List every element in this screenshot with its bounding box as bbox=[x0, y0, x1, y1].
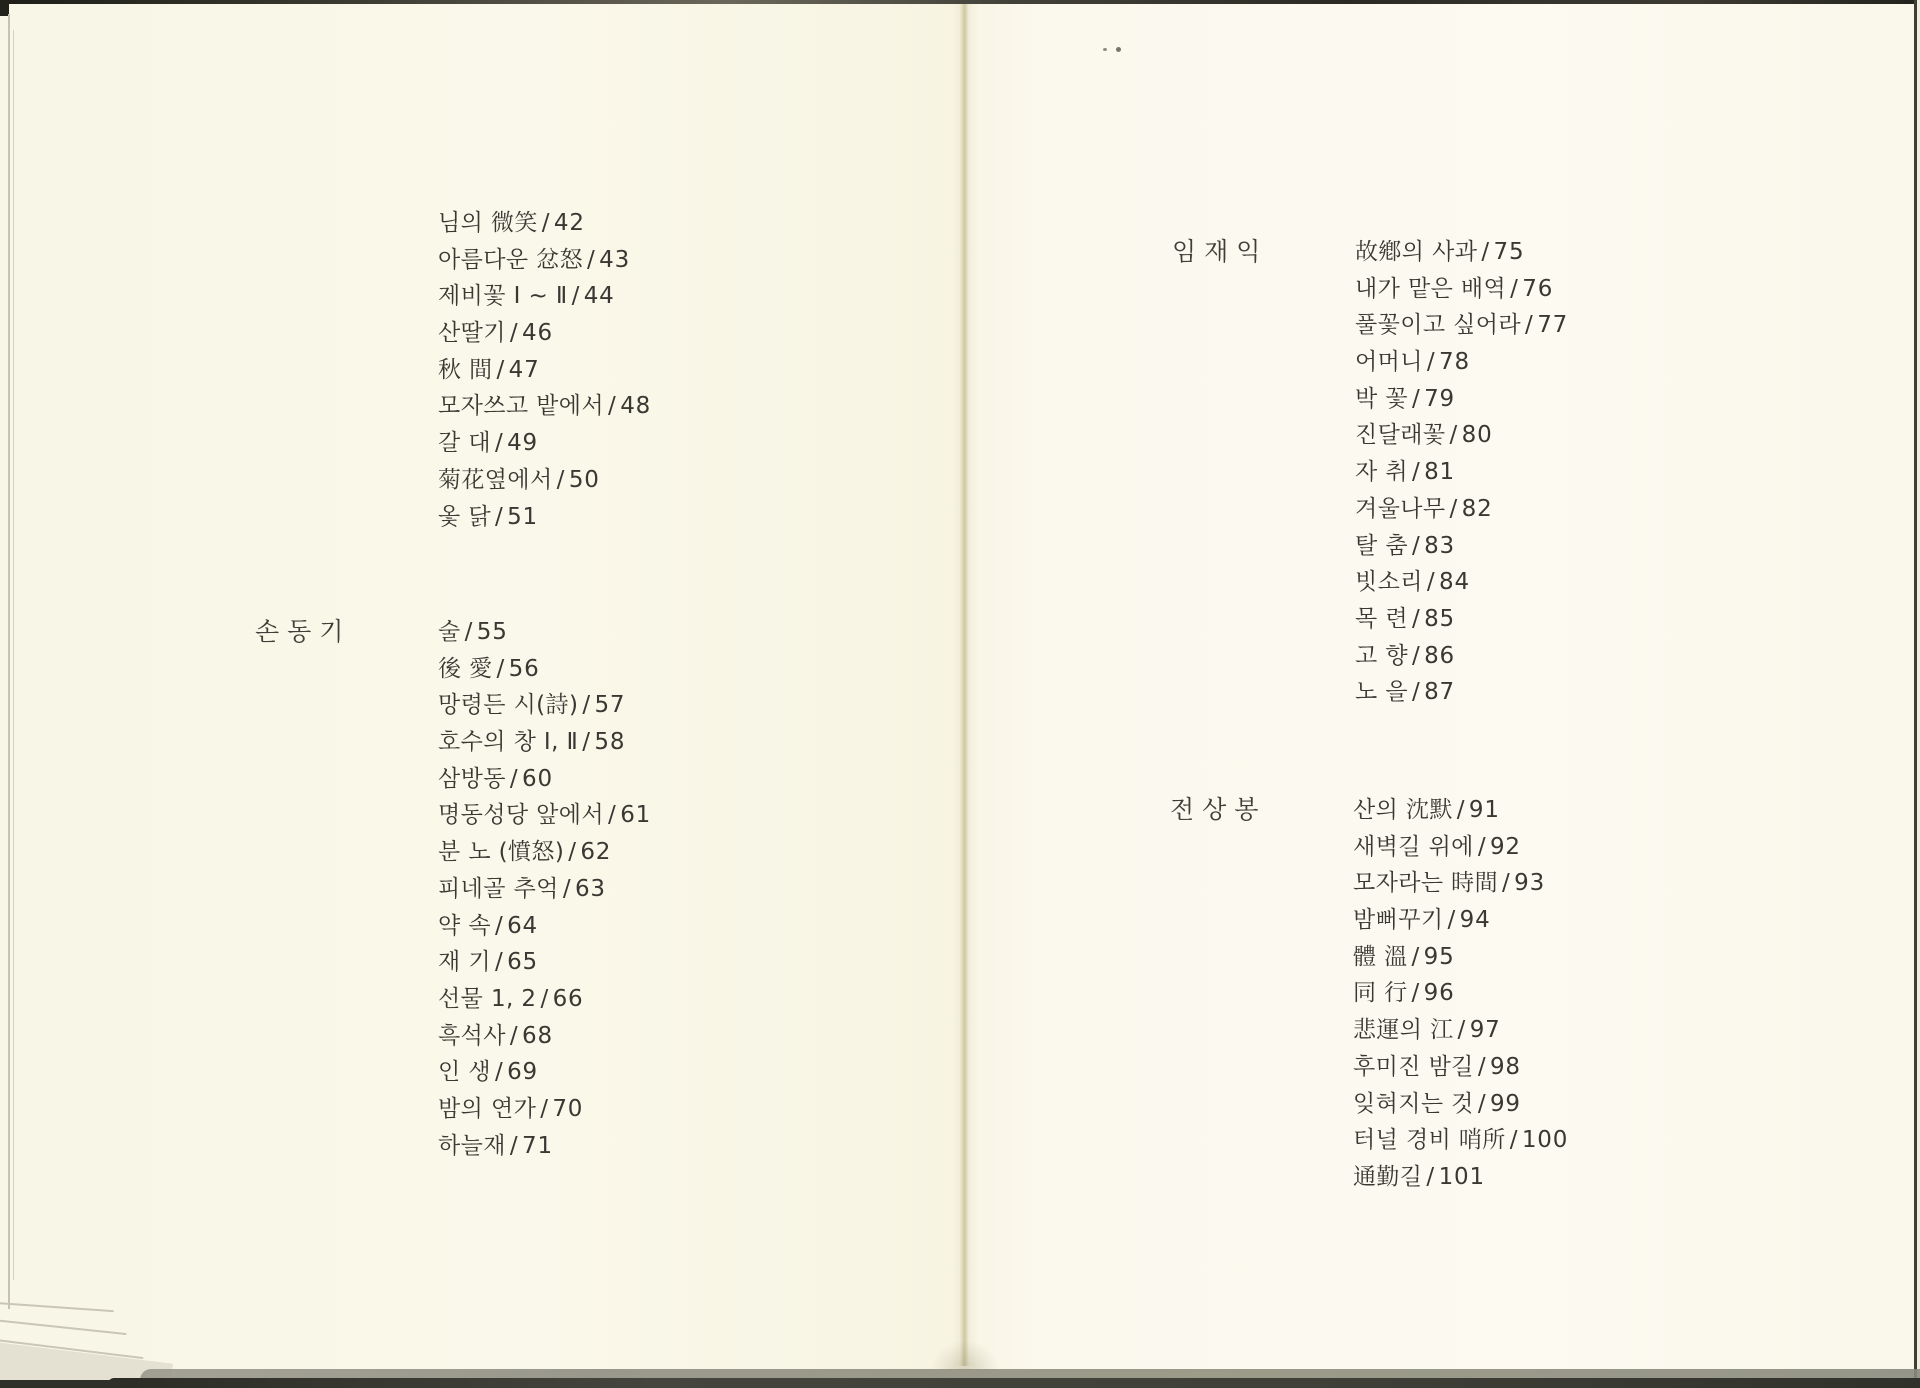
toc-entry-page-number: 99 bbox=[1489, 1090, 1521, 1117]
toc-entry-page-number: 94 bbox=[1459, 907, 1491, 934]
toc-entry-separator: / bbox=[1477, 1090, 1486, 1117]
toc-entry bbox=[1353, 1122, 1568, 1159]
toc-entry-page-number: 65 bbox=[507, 949, 538, 976]
toc-entry-page-number: 77 bbox=[1537, 312, 1569, 339]
toc-entry-title: 진달래꽃 bbox=[1355, 422, 1446, 449]
toc-entry bbox=[1353, 792, 1568, 829]
toc-entry-separator: / bbox=[540, 1095, 549, 1122]
toc-entry-title: 터널 경비 哨所 bbox=[1353, 1127, 1506, 1154]
toc-continuation-list bbox=[438, 205, 651, 535]
toc-entry bbox=[438, 1128, 651, 1165]
toc-entry-page-number: 78 bbox=[1439, 349, 1470, 376]
toc-entry bbox=[1355, 601, 1568, 638]
toc-entry-page-number: 49 bbox=[507, 430, 538, 457]
toc-entry bbox=[438, 687, 651, 724]
toc-entry-page-number: 79 bbox=[1424, 385, 1455, 412]
toc-entry-title: 분 노 (憤怒) bbox=[438, 839, 565, 866]
toc-entry-title: 내가 맡은 배역 bbox=[1355, 275, 1507, 302]
toc-entry-separator: / bbox=[568, 839, 577, 866]
toc-entry-title: 모자쓰고 밭에서 bbox=[438, 393, 605, 420]
toc-entry-title: 菊花옆에서 bbox=[438, 466, 553, 493]
toc-entry-title: 제비꽃 Ⅰ ~ Ⅱ bbox=[438, 283, 568, 310]
toc-entry-separator: / bbox=[494, 430, 504, 457]
toc-entry-separator: / bbox=[1457, 1017, 1466, 1044]
toc-entry-title: 인 생 bbox=[438, 1059, 491, 1086]
toc-entry bbox=[1353, 1049, 1568, 1086]
toc-section-list bbox=[438, 614, 651, 1164]
toc-entry-separator: / bbox=[582, 729, 591, 756]
ink-speck bbox=[1103, 48, 1107, 51]
toc-entry bbox=[438, 834, 651, 871]
toc-entry-page-number: 51 bbox=[507, 503, 538, 530]
toc-entry-separator: / bbox=[1509, 1127, 1518, 1154]
toc-entry-title: 通勤길 bbox=[1353, 1163, 1423, 1190]
toc-entry-page-number: 85 bbox=[1424, 605, 1455, 632]
toc-entry-page-number: 82 bbox=[1461, 495, 1493, 522]
page-edge-line bbox=[13, 30, 14, 1280]
toc-entry-page-number: 69 bbox=[507, 1059, 538, 1086]
toc-entry bbox=[438, 352, 651, 389]
toc-entry-title: 술 bbox=[438, 619, 461, 645]
toc-entry bbox=[1355, 381, 1568, 418]
toc-entry bbox=[438, 908, 651, 945]
toc-entry-separator: / bbox=[1449, 495, 1458, 522]
toc-entry-separator: / bbox=[1411, 679, 1421, 706]
toc-entry-page-number: 50 bbox=[568, 466, 600, 493]
toc-entry bbox=[438, 425, 651, 462]
toc-entry bbox=[1355, 638, 1568, 675]
toc-entry-separator: / bbox=[1501, 870, 1511, 897]
toc-entry-page-number: 48 bbox=[620, 393, 652, 420]
toc-entry bbox=[1355, 417, 1568, 454]
toc-entry-page-number: 75 bbox=[1493, 239, 1525, 265]
scan-corner-bottom-left bbox=[0, 1380, 120, 1388]
toc-section-list bbox=[1353, 792, 1568, 1196]
page-edge-line bbox=[8, 14, 10, 1309]
toc-entry-separator: / bbox=[586, 246, 596, 273]
toc-entry bbox=[1355, 344, 1568, 381]
toc-entry-page-number: 66 bbox=[552, 985, 584, 1012]
toc-entry-separator: / bbox=[608, 802, 617, 829]
toc-entry-title: 명동성당 앞에서 bbox=[438, 802, 605, 829]
toc-entry-page-number: 60 bbox=[522, 765, 553, 792]
toc-section-list bbox=[1355, 234, 1568, 711]
toc-entry-title: 하늘재 bbox=[438, 1132, 506, 1159]
toc-entry-title: 모자라는 時間 bbox=[1353, 870, 1498, 897]
toc-entry bbox=[1355, 234, 1568, 271]
toc-entry-title: 悲運의 江 bbox=[1353, 1017, 1454, 1044]
toc-entry-title: 어머니 bbox=[1355, 349, 1423, 376]
toc-entry-title: 선물 1, 2 bbox=[438, 985, 537, 1012]
book-gutter-shadow bbox=[952, 0, 978, 1366]
toc-entry bbox=[438, 724, 651, 761]
toc-entry bbox=[1355, 674, 1568, 711]
toc-entry bbox=[1355, 491, 1568, 528]
toc-entry-separator: / bbox=[1426, 1163, 1435, 1190]
toc-entry bbox=[438, 205, 651, 242]
toc-entry-title: 새벽길 위에 bbox=[1353, 833, 1474, 860]
toc-entry-separator: / bbox=[540, 985, 549, 1012]
toc-entry-separator: / bbox=[1426, 349, 1436, 376]
toc-entry-page-number: 71 bbox=[522, 1132, 553, 1159]
toc-entry-separator: / bbox=[494, 912, 504, 939]
toc-entry-title: 호수의 창 Ⅰ, Ⅱ bbox=[438, 729, 579, 756]
toc-entry-title: 秋 間 bbox=[438, 356, 493, 383]
toc-entry-title: 님의 微笑 bbox=[438, 210, 538, 236]
toc-entry-page-number: 70 bbox=[552, 1095, 584, 1122]
toc-entry-title: 산딸기 bbox=[438, 320, 506, 347]
toc-entry-page-number: 62 bbox=[580, 839, 612, 866]
toc-entry bbox=[438, 388, 651, 425]
toc-entry-separator: / bbox=[1449, 422, 1458, 449]
toc-entry-separator: / bbox=[1477, 1053, 1486, 1080]
toc-entry-separator: / bbox=[509, 320, 519, 347]
toc-entry-separator: / bbox=[1477, 833, 1486, 860]
toc-entry-page-number: 57 bbox=[594, 692, 626, 719]
toc-entry-title: 재 기 bbox=[438, 949, 491, 976]
author-name: 전상봉 bbox=[1170, 795, 1267, 824]
toc-entry-separator: / bbox=[509, 1132, 519, 1159]
toc-entry-separator: / bbox=[509, 1022, 519, 1049]
toc-entry bbox=[1355, 307, 1568, 344]
toc-entry-title: 탈 춤 bbox=[1355, 532, 1408, 559]
toc-entry-page-number: 56 bbox=[508, 655, 540, 682]
toc-entry-page-number: 101 bbox=[1438, 1163, 1485, 1190]
author-name: 손동기 bbox=[255, 617, 352, 646]
toc-entry bbox=[438, 651, 651, 688]
toc-entry-page-number: 47 bbox=[508, 356, 540, 383]
toc-entry-separator: / bbox=[1456, 797, 1465, 823]
toc-entry-page-number: 76 bbox=[1522, 275, 1554, 302]
toc-entry-title: 피네골 추억 bbox=[438, 875, 559, 902]
toc-entry-separator: / bbox=[556, 466, 565, 493]
toc-entry-title: 겨울나무 bbox=[1355, 495, 1446, 522]
toc-entry bbox=[1355, 528, 1568, 565]
toc-entry bbox=[438, 462, 651, 499]
toc-entry-page-number: 87 bbox=[1424, 679, 1455, 706]
toc-entry-separator: / bbox=[494, 949, 504, 976]
toc-entry-title: 풀꽃이고 싶어라 bbox=[1355, 312, 1522, 339]
toc-entry bbox=[1355, 271, 1568, 308]
toc-entry-page-number: 58 bbox=[594, 729, 626, 756]
toc-entry-separator: / bbox=[1481, 239, 1490, 265]
toc-entry bbox=[438, 761, 651, 798]
toc-entry-page-number: 93 bbox=[1514, 870, 1546, 897]
toc-entry-title: 옻 닭 bbox=[438, 503, 491, 530]
toc-entry bbox=[1353, 1086, 1568, 1123]
toc-entry-page-number: 97 bbox=[1469, 1017, 1501, 1044]
toc-entry-page-number: 80 bbox=[1461, 422, 1493, 449]
toc-entry-separator: / bbox=[1411, 385, 1421, 412]
toc-entry-page-number: 81 bbox=[1424, 459, 1455, 486]
toc-entry bbox=[438, 871, 651, 908]
toc-entry-separator: / bbox=[1510, 275, 1519, 302]
toc-entry bbox=[438, 1018, 651, 1055]
gutter-foot-shadow bbox=[930, 1340, 1000, 1370]
toc-entry-page-number: 84 bbox=[1439, 569, 1470, 596]
toc-entry-title: 고 향 bbox=[1355, 642, 1408, 669]
toc-entry bbox=[1353, 829, 1568, 866]
toc-entry-separator: / bbox=[541, 210, 550, 236]
toc-entry-separator: / bbox=[571, 283, 580, 310]
toc-entry-page-number: 44 bbox=[583, 283, 615, 310]
author-name: 임재익 bbox=[1172, 237, 1269, 266]
toc-entry-separator: / bbox=[1411, 459, 1421, 486]
toc-entry bbox=[438, 614, 651, 651]
scan-top-edge bbox=[0, 0, 1920, 4]
toc-entry-title: 박 꽃 bbox=[1355, 385, 1408, 412]
toc-entry bbox=[438, 278, 651, 315]
toc-entry-title: 산의 沈默 bbox=[1353, 797, 1453, 823]
toc-entry bbox=[1355, 454, 1568, 491]
toc-entry-title: 體 溫 bbox=[1353, 943, 1408, 970]
toc-entry-page-number: 86 bbox=[1424, 642, 1455, 669]
toc-entry-title: 빗소리 bbox=[1355, 569, 1423, 596]
toc-entry-page-number: 43 bbox=[599, 246, 631, 273]
toc-entry-page-number: 42 bbox=[553, 210, 585, 236]
toc-entry-title: 후미진 밤길 bbox=[1353, 1053, 1474, 1080]
toc-entry-separator: / bbox=[562, 875, 571, 902]
toc-entry-page-number: 46 bbox=[522, 320, 553, 347]
toc-entry-title: 밤뻐꾸기 bbox=[1353, 907, 1444, 934]
toc-entry-separator: / bbox=[1411, 943, 1420, 970]
toc-entry-page-number: 63 bbox=[574, 875, 606, 902]
toc-entry bbox=[1353, 1159, 1568, 1196]
toc-entry-page-number: 96 bbox=[1423, 980, 1455, 1007]
toc-entry-separator: / bbox=[1426, 569, 1436, 596]
toc-entry bbox=[438, 981, 651, 1018]
toc-entry bbox=[1353, 865, 1568, 902]
toc-entry-title: 약 속 bbox=[438, 912, 491, 939]
toc-entry-separator: / bbox=[494, 503, 504, 530]
toc-entry bbox=[438, 315, 651, 352]
toc-entry-separator: / bbox=[582, 692, 591, 719]
toc-entry-title: 자 취 bbox=[1355, 459, 1408, 486]
toc-entry-page-number: 95 bbox=[1423, 943, 1455, 970]
toc-entry-separator: / bbox=[496, 356, 505, 383]
toc-entry-separator: / bbox=[1411, 980, 1420, 1007]
toc-entry-separator: / bbox=[1411, 605, 1421, 632]
toc-entry-separator: / bbox=[608, 393, 617, 420]
toc-entry bbox=[1355, 564, 1568, 601]
toc-entry bbox=[438, 1091, 651, 1128]
scan-bottom-edge bbox=[108, 1378, 1920, 1388]
toc-entry-page-number: 83 bbox=[1424, 532, 1455, 559]
toc-entry-title: 後 愛 bbox=[438, 655, 493, 682]
toc-entry-page-number: 61 bbox=[620, 802, 652, 829]
toc-entry-separator: / bbox=[464, 619, 473, 645]
scan-right-edge bbox=[1914, 0, 1917, 1388]
toc-entry bbox=[438, 944, 651, 981]
toc-entry-title: 노 을 bbox=[1355, 679, 1408, 706]
toc-entry-title: 망령든 시(詩) bbox=[438, 692, 579, 719]
toc-entry-title: 갈 대 bbox=[438, 430, 491, 457]
toc-entry-separator: / bbox=[494, 1059, 504, 1086]
toc-entry-title: 흑석사 bbox=[438, 1022, 506, 1049]
toc-entry-page-number: 55 bbox=[476, 619, 508, 645]
toc-entry-page-number: 91 bbox=[1468, 797, 1500, 823]
toc-entry-separator: / bbox=[1525, 312, 1534, 339]
toc-entry bbox=[1353, 902, 1568, 939]
toc-entry-title: 故鄕의 사과 bbox=[1355, 239, 1478, 265]
toc-entry-separator: / bbox=[496, 655, 505, 682]
toc-entry-title: 잊혀지는 것 bbox=[1353, 1090, 1474, 1117]
toc-entry bbox=[438, 1054, 651, 1091]
toc-entry bbox=[438, 242, 651, 279]
toc-entry-title: 밤의 연가 bbox=[438, 1095, 537, 1122]
toc-entry-title: 목 련 bbox=[1355, 605, 1408, 632]
toc-entry bbox=[438, 797, 651, 834]
toc-entry-page-number: 100 bbox=[1521, 1127, 1569, 1154]
toc-entry-page-number: 98 bbox=[1489, 1053, 1521, 1080]
toc-entry-page-number: 64 bbox=[507, 912, 538, 939]
toc-entry-title: 삼방동 bbox=[438, 765, 506, 792]
toc-entry bbox=[438, 499, 651, 536]
toc-entry bbox=[1353, 975, 1568, 1012]
toc-entry bbox=[1353, 1012, 1568, 1049]
ink-speck bbox=[1116, 47, 1121, 52]
toc-entry-page-number: 68 bbox=[522, 1022, 553, 1049]
toc-entry-page-number: 92 bbox=[1489, 833, 1521, 860]
toc-entry bbox=[1353, 939, 1568, 976]
toc-entry-separator: / bbox=[509, 765, 519, 792]
toc-entry-separator: / bbox=[1411, 532, 1421, 559]
toc-entry-title: 同 行 bbox=[1353, 980, 1408, 1007]
toc-entry-title: 아름다운 忿怒 bbox=[438, 246, 583, 273]
toc-entry-separator: / bbox=[1447, 907, 1456, 934]
toc-entry-separator: / bbox=[1411, 642, 1421, 669]
